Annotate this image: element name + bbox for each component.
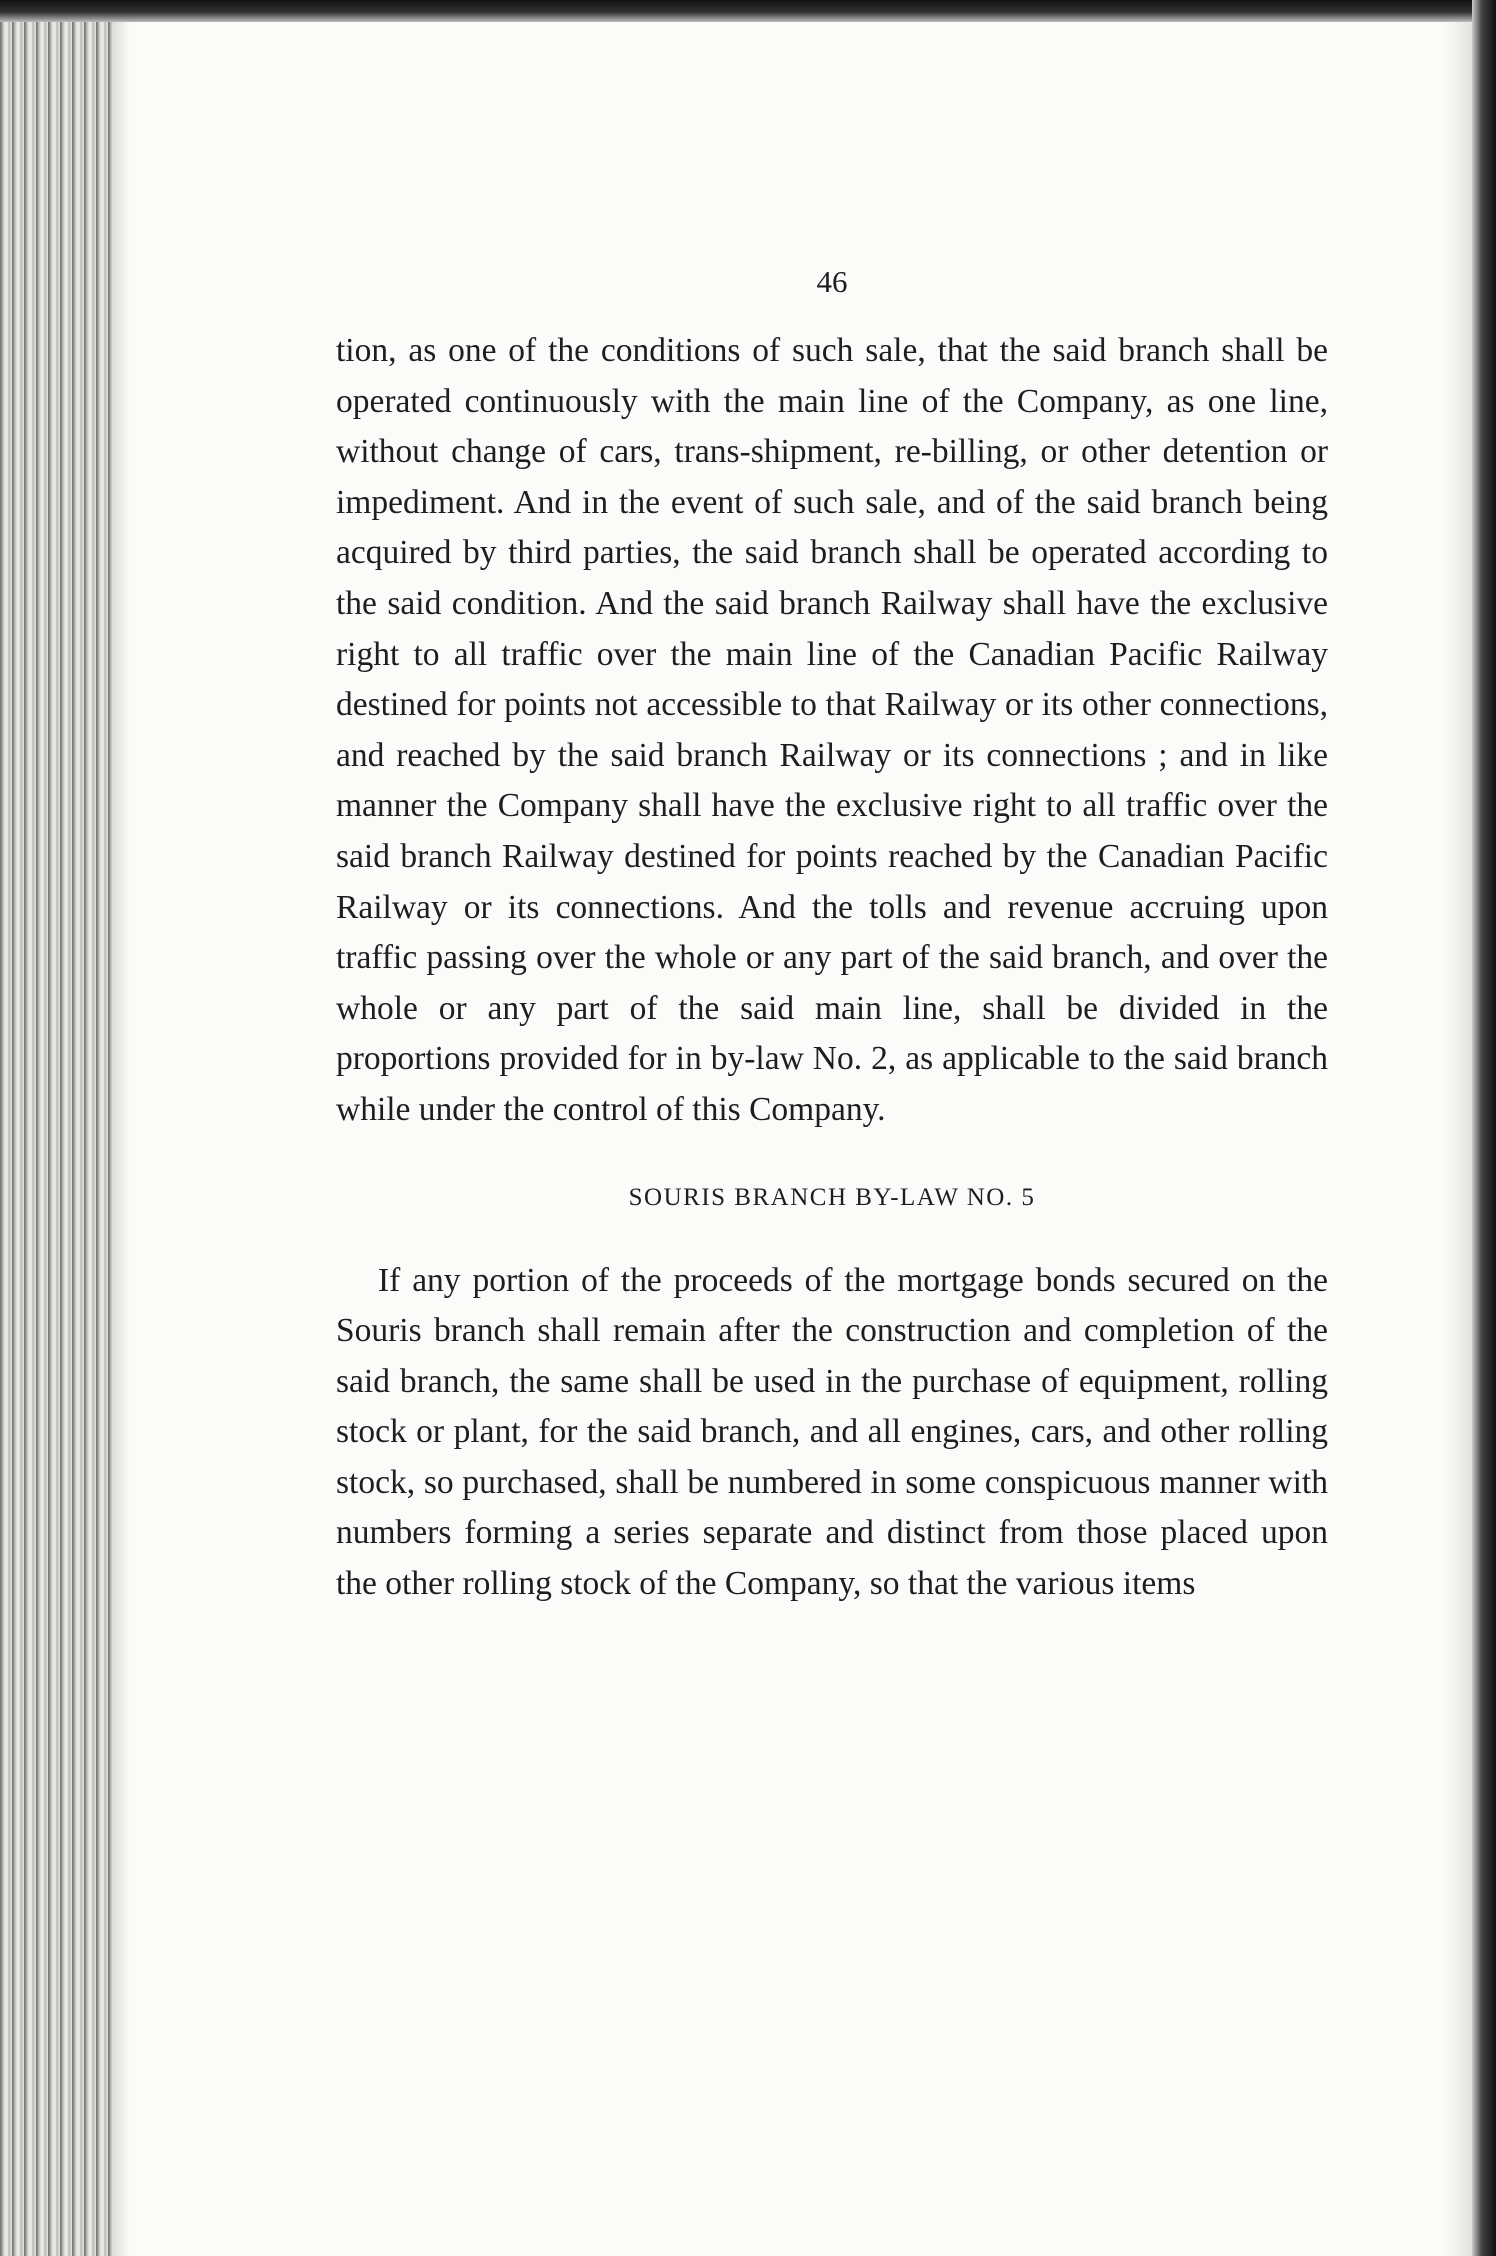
scan-right-border (1472, 0, 1496, 2256)
page-right-shadow (1444, 22, 1472, 2256)
section-heading: SOURIS BRANCH BY-LAW NO. 5 (628, 1183, 1036, 1211)
book-page-edges (0, 22, 112, 2256)
scan-top-border (0, 0, 1496, 22)
paragraph-souris-bylaw: If any portion of the proceeds of the mortgage bonds secured on the Souris branch shall remain after the construction and completion of the said branch, the same shall be used in the purchase of equipment, rolling stock or plant, for the said branch, and all engines, cars, and other rolling stock, so purchased, shall be numbered in some conspicuous manner with numbers forming a series separate and distinct from those placed upon the other rolling stock of the Company, so that the various items (336, 1261, 1328, 1603)
page-text-block (336, 258, 1328, 1610)
page-number: 46 (816, 264, 848, 299)
paragraph-continued: tion, as one of the conditions of such sale, that the said branch shall be operated continuously with the main line of the Company, as one line, without change of cars, trans-shipment, re-billing, or other detention or impediment. And in the event of such sale, and of the said branch being acquired by third parties, the said branch shall be operated according to the said condition. And the said branch Railway shall have the exclusive right to all traffic over the main line of the Canadian Pacific Railway destined for points not accessible to that Railway or its other connections, and reached by the said branch Railway or its connections ; and in like manner the Company shall have the exclusive right to all traffic over the said branch Railway destined for points reached by the Canadian Pacific Railway or its connections. And the tolls and revenue accruing upon traffic passing over the whole or any part of the said branch, and over the whole or any part of the said main line, shall be divided in the proportions provided for in by-law No. 2, as applicable to the said branch while under the control of this Company. (336, 332, 1328, 1128)
